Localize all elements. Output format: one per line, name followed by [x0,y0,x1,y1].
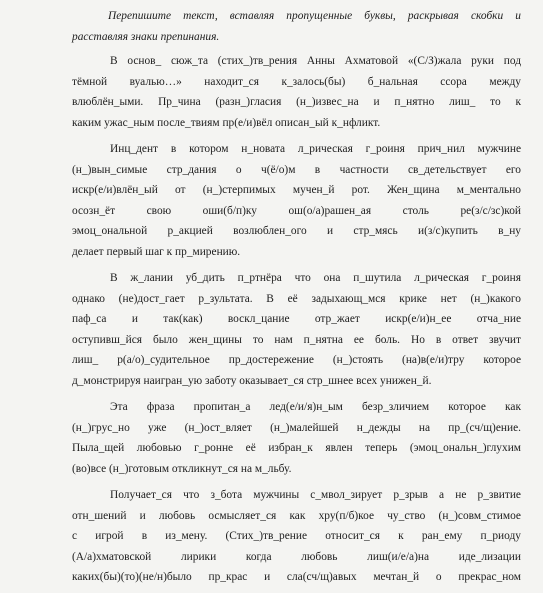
text-line: (н_)грус_но уже (н_)ост_вляет (н_)малейшей н_дежды на пр_(сч/щ)ение. [72,421,521,434]
paragraph-5 [72,485,521,588]
text-line: (н_)вын_симые стр_дания о ч(ё/о)м в частности св_детельствует его [72,163,521,176]
text-line: Получает_ся что з_бота мужчины с_мвол_зирует р_зрыв а не р_звитие [110,489,521,501]
paragraph-4 [72,397,521,479]
text-line: Пыла_щей любовью г_ронне её избран_к явлен теперь (эмоц_ональн_)глухим [72,442,521,454]
text-line: В ж_лании уб_дить п_ртнёра что она п_шутила л_рическая г_роиня [110,272,521,284]
text-line: паф_са и так(как) воскл_цание отр_жает искр(е/и)н_ее отча_ние [72,313,521,325]
text-line: каким ужас_ным после_твиям пр(е/и)вёл описан_ый к_нфликт. [72,116,381,129]
text-line: отн_шений и любовь осмысляет_ся как хру(п/б)кое чу_ство (н_)совм_стимое [72,509,521,522]
text-line: (во)все (н_)готовым откликнут_ся на м_льбу. [72,462,292,475]
text-line: однако (не)дост_гает р_зультата. В её задыхающ_мся крике нет (н_)какого [72,292,521,305]
text-line: лиш_ р(а/о)_судительное пр_достережение (н_)стоять (на)в(е/и)тру которое [72,354,521,366]
text-line: тёмной вуалью…» находит_ся к_залось(бы) б_нальная ссора между [72,75,521,88]
paragraph-2 [72,139,521,262]
instruction-line: Перепишите текст, вставляя пропущенные буквы, раскрывая скобки и [108,10,521,22]
text-line: эмоц_ональной р_акцией возлюблен_ого и стр_мясь и(з/с)купить в_ну [72,225,521,237]
text-line: каких(бы)(то)(не/н)было пр_крас и сла(сч/щ)авых мечтан_й о прекрас_ном [72,571,521,583]
instruction-line: расставляя знаки препинания. [72,30,220,43]
paragraph-3 [72,268,521,391]
text-line: делает первый шаг к пр_мирению. [72,245,241,258]
text-line: В основ_ сюж_та (стих_)тв_рения Анны Ахматовой «(С/З)жала руки под [110,55,521,67]
paragraph-1 [72,51,521,133]
text-line: искр(е/и)влён_ый от (н_)стерпимых мучен_й рот. Жен_щина м_ментально [72,184,521,196]
text-line: Эта фраза пропитан_а лед(е/и/я)н_ым безр_зличием которое как [110,401,521,413]
text-line: влюблён_ыми. Пр_чина (разн_)гласия (н_)извес_на и п_нятно лиш_ то к [72,96,521,108]
text-line: с игрой в из_мену. (Стих_)тв_рение относит_ся к ран_ему п_риоду [72,530,521,542]
task-instruction [72,6,521,47]
text-line: Инц_дент в котором н_новата л_рическая г_роиня прич_нил мужчине [110,143,521,155]
text-line: (А/а)хматовской лирики когда любовь лиш(и/е/а)на иде_лизации [72,550,521,563]
text-line: осозн_ёт свою оши(б/п)ку ош(о/а)рашен_ая столь ре(з/с/зс)кой [72,204,521,217]
text-line: д_монстрируя наигран_ую заботу оказывает_ся стр_шнее всех унижен_й. [72,374,432,387]
text-line: оступивш_йся было жен_щины то нам п_нятна ее боль. Но в ответ звучит [72,333,521,346]
